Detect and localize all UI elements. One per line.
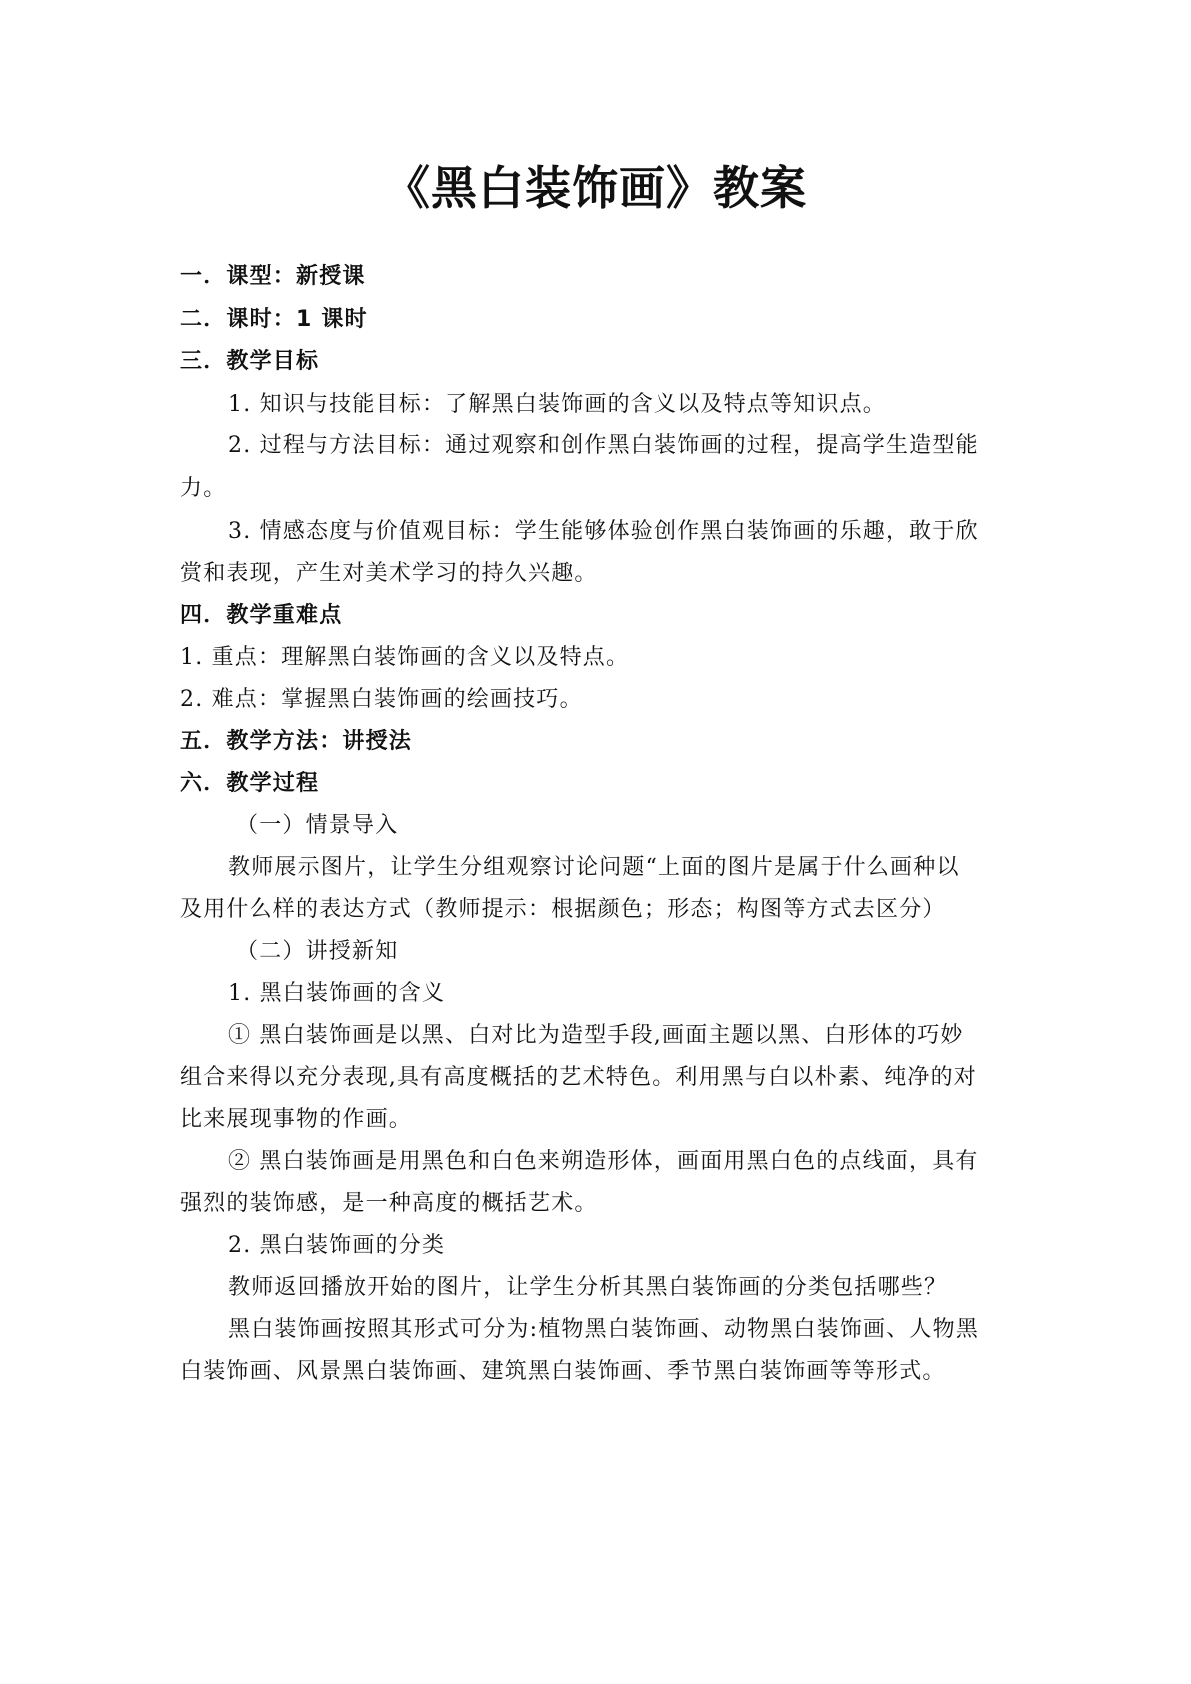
paragraph-scene-intro: 教师展示图片，让学生分组观察讨论问题“上面的图片是属于什么画种以 (228, 855, 960, 880)
section-key-points-heading: 四．教学重难点 (180, 603, 343, 628)
section-lesson-hours: 二．课时：1 课时 (180, 307, 368, 332)
item-definition-heading: 1. 黑白装饰画的含义 (228, 981, 446, 1006)
paragraph-classification-cont: 白装饰画、风景黑白装饰画、建筑黑白装饰画、季节黑白装饰画等等形式。 (180, 1359, 946, 1384)
section-teaching-process-heading: 六．教学过程 (180, 771, 320, 796)
paragraph-classification: 黑白装饰画按照其形式可分为:植物黑白装饰画、动物黑白装饰画、人物黑 (228, 1317, 980, 1342)
key-point: 1. 重点：理解黑白装饰画的含义以及特点。 (180, 645, 630, 670)
subsection-scene-intro: （一）情景导入 (236, 813, 399, 838)
objective-knowledge: 1. 知识与技能目标：了解黑白装饰画的含义以及特点等知识点。 (228, 392, 886, 417)
section-teaching-method: 五．教学方法：讲授法 (180, 729, 413, 754)
paragraph-definition-1-end: 比来展现事物的作画。 (180, 1107, 413, 1132)
paragraph-definition-1-cont: 组合来得以充分表现,具有高度概括的艺术特色。利用黑与白以朴素、纯净的对 (180, 1065, 977, 1090)
paragraph-definition-2-cont: 强烈的装饰感，是一种高度的概括艺术。 (180, 1191, 598, 1216)
objective-emotion: 3. 情感态度与价值观目标：学生能够体验创作黑白装饰画的乐趣，敢于欣 (228, 519, 979, 544)
paragraph-definition-2: ② 黑白装饰画是用黑色和白色来朔造形体，画面用黑白色的点线面，具有 (228, 1149, 979, 1174)
section-objectives-heading: 三．教学目标 (180, 349, 320, 374)
subsection-new-knowledge: （二）讲授新知 (236, 939, 399, 964)
objective-emotion-cont: 赏和表现，产生对美术学习的持久兴趣。 (180, 561, 598, 586)
section-lesson-type: 一．课型：新授课 (180, 264, 366, 289)
difficult-point: 2. 难点：掌握黑白装饰画的绘画技巧。 (180, 687, 583, 712)
item-classification-heading: 2. 黑白装饰画的分类 (228, 1233, 446, 1258)
document-title: 《黑白装饰画》教案 (384, 161, 807, 215)
paragraph-classification-question: 教师返回播放开始的图片，让学生分析其黑白装饰画的分类包括哪些？ (228, 1275, 948, 1300)
paragraph-definition-1: ① 黑白装饰画是以黑、白对比为造型手段,画面主题以黑、白形体的巧妙 (228, 1023, 964, 1048)
objective-process: 2. 过程与方法目标：通过观察和创作黑白装饰画的过程，提高学生造型能 (228, 433, 979, 458)
objective-process-cont: 力。 (180, 476, 227, 501)
paragraph-scene-intro-cont: 及用什么样的表达方式（教师提示：根据颜色；形态；构图等方式去区分） (180, 897, 946, 922)
